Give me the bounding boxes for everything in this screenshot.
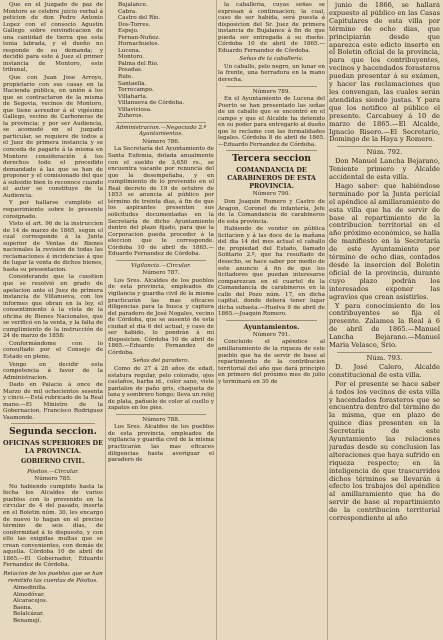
paragraph: junio de 1866, se hallará expuesto al público en las Casas Capitulares de esta villa por término de ocho dias, que principiarán desde que aparezca este edicto inserto en el Boletin oficial de la provincia, para que los contribuyentes, vecinos y hacendados forasteros puedan presentar á su exámen, y hacer las reclamaciones que les convengan, las cuales serán atendidas siendo justas. Y para que los notifico al público el presente. Carcabuey á 10 de marzo de 1865.—El Alcalde, Ignacio Risero.—El Secretario, Domingo de la Haya y Romero. — [329, 2, 440, 144]
list-item: Baena. — [13, 604, 33, 611]
list-item: Almodóvar. — [13, 591, 45, 598]
paragraph: Y por hallarse cumplido el requerimiento sobre lo presente consignado. — [3, 200, 103, 220]
paragraph: Que con Juan Jose Arroyo, propietario con sus casas en la Hacienda pública, en unión á los que se contractaron de la misma de Segovia, vecinos de Montoro, que tiene acreedor á el vigésimo Gallego, vecino de Carboneras de la provincia; y por ser Audiencia, se acomodó en el juzgado particular, se requiere de todos a el Juez de primera instancia y se conceda de pagarle á la misma en Montoro consideración á los derechos todo el procedido demandado á las que se han de proponer y el comisionado del que á subsidio bien lo reconoce cuando el autor se constituye de la Audiencia. — [3, 75, 103, 199]
list-item: Santaella. — [118, 80, 147, 87]
office-heading: GOBIERNO CIVIL. — [21, 458, 85, 466]
list-item: Almedinilla. — [13, 585, 47, 592]
notice-subject: Pósitos.—Circular. — [27, 468, 79, 475]
list-item: Espejo. — [118, 28, 139, 35]
column-3 — [218, 2, 325, 386]
notice-number: Núm. 792. — [366, 148, 403, 157]
list-item: Villanueva de Córdoba. — [118, 100, 185, 107]
divider — [337, 352, 432, 353]
list-item: Dos-Torres. — [118, 21, 151, 28]
paragraph: Por el presente se hace saber á todos los vecinos de esta villa y hacendados forasteros que se encuentra dentro del término de la misma, que en plazo de quince dias presenten en la Secretaría de este Ayuntamiento las relaciones juradas desde su conclusion las alteraciones que haya sufrido en riqueza respecto; en la inteligencia de que trascurridos dichos términos se llevarán á efecto los trabajos del apéndice al amillaramiento que ha de servir de base al repartimiento de la contribucion territorial correspondiente al año — [329, 379, 440, 523]
paragraph: Un caballo, pelo negro, un lunar en la frente, una herradura en la mano derecha. — [218, 63, 325, 84]
list-item: Torrecampo. — [118, 87, 154, 94]
list-item: Cabra. — [118, 8, 137, 15]
list-item: Posadas. — [118, 67, 143, 74]
list-item: Lucena. — [118, 47, 141, 54]
divider — [226, 320, 317, 321]
notice-number: Núm. 793. — [366, 353, 403, 362]
notice-number: Número 787. — [142, 270, 180, 277]
paragraph: No habiendo cumplido hasta la fecha los Alcaldes de varios pueblos con lo prevenido en la circular de 4 del pasado, inserta en el Boletin núm. 30, les encargo de nuevo lo hagan en el preciso término de seis dias, de conformidad á lo dispuesto, y con ello las exigidas multas que se crean convenientes, con demás de aquella. Córdoba 10 de abril de 1865.—El Gobernador, Eduardo Fernandez de Córdoba. — [3, 483, 103, 569]
list-heading: Relacion de los pueblos que se han remitido las cuentas de Pósitos. — [3, 570, 103, 584]
paragraph: Y para conocimiento de los contribuyentes se fija el presente. Zalamea la Real á 6 de abril de 1865.—Manuel Lancha Bejarano.—Manuel Maria Velasco, Srio. — [329, 301, 440, 350]
notice-number: Número 791. — [252, 331, 291, 338]
notice-number: Número 785. — [34, 476, 72, 483]
paragraph: Concluido el apéndice al amillaramiento de la riqueza de este pueblo que ha de servir de base al repartimiento de la contribucion territorial del año que dará principio en primero del próximo mes de julio y terminará en 30 de — [218, 339, 325, 385]
divider — [226, 150, 317, 151]
divider — [116, 122, 206, 123]
list-item: Montoro. — [118, 54, 145, 61]
paragraph: En el Ayuntamiento de Lucena del Puerto se han presentado las señas de un caballo que se encontró en el campo y que el Alcalde ha detenido en su poder para entregarlo al dueño que lo reclame con las formalidades legales. Córdoba 8 de abril de 1865.—Eduardo Fernandez de Córdoba. — [218, 96, 325, 148]
paragraph: Habiendo de vender en pública licitacion y á las doce de la mañana del dia 14 del mes actual el caballo de propiedad del Estado, llamado Solitario 2.º, que ha resultado de desecho, se hace saber por medio de este anuncio á fin de que los licitadores que puedan interesarse comparezcan en el cuartel de la Comandancia de carabineros en la calle del Pozo núm. 17, en dicha capital, donde deberá tener lugar dicha subasta.—Huelva 9 de abril de 1865.—Joaquin Romero. — [218, 226, 325, 318]
column-4 — [329, 2, 440, 524]
paragraph: Considerando que la cuestion que se resolvió en grado de apelacion ante el Juez de primera instancia de Villanueva, con los informes que obran en la ley, el consentimiento á la vista de la oficina de Bienes Nacionales, que se verificó en la venta, y la falta de cumplimiento de la instrucción de 24 de marzo de 1858: — [3, 274, 103, 340]
column-1 — [3, 2, 103, 624]
notice-subject: Vigilancia.—Circular. — [131, 262, 191, 269]
list-item: Belalcázar. — [13, 611, 44, 618]
list-item: Zuheros. — [118, 113, 144, 120]
section-heading: Tercera seccion — [232, 154, 311, 165]
divider — [116, 260, 206, 261]
paragraph: Conformándome con lo consultado por el Consejo de Estado en pleno, — [3, 340, 103, 360]
list-item: Bujalance. — [118, 2, 148, 8]
section-heading: Segunda seccion. — [9, 427, 97, 438]
list-item: Benamejí. — [13, 617, 42, 624]
list-item: Castro del Río. — [118, 15, 161, 22]
paragraph: Dado en Palacio á once de Marzo de mil ochocientos sesenta y cinco.—Está rubricado de la Real mano.—El Ministro de la Gobernacion, Francisco Rodriguez Vaamonde. — [3, 382, 103, 421]
section-subheading: COMANDANCIA DE CARABINEROS DE ESTA PROVINCIA. — [227, 166, 316, 191]
list-item: Villaharta. — [118, 93, 148, 100]
notice-subject: Administracion.—Negociado 2.º Ayuntamientos. — [115, 124, 207, 138]
divider — [116, 414, 206, 415]
paragraph: La Secretaría del Ayuntamiento de Santa Eufemia, dotada anualmente con el sueldo de 3,650 rs., se encuentra vacante por renuncia del que la desempeñaba, y en cumplimiento de lo prevenido en el Real decreto de 19 de octubre de 1853 se anuncia al público por término de treinta dias, á fin de que los aspirantes presenten sus solicitudes documentadas en la Secretaría de dicho Ayuntamiento dentro del plazo fijado, para que la Corporacion pueda proceder á la eleccion que le corresponde. Córdoba 10 de abril de 1865.—Eduardo Fernandez de Córdoba. — [108, 146, 214, 258]
list-item: Rute. — [118, 74, 134, 81]
column-2 — [108, 2, 214, 465]
list-item: Villaviciosa. — [118, 106, 152, 113]
divider — [226, 86, 317, 87]
paragraph: Hago saber: que habiéndose terminado por la Junta pericial el apéndice al amillaramiento de esta villa que ha de servir de base al repartimiento de la contribucion territorial en el año próximo económico, se halla de manifiesto en la Secretaría de este Ayuntamiento por término de ocho dias, contados desde la insercion del Boletin oficial de la provincia, durante cuyo plazo podrán los interesados exponer las agravios que crean asistirles. — [329, 181, 440, 301]
paragraph: Don Joaquin Romero y Castro de Aragon, Coronel de infantería, Jefe de la Comandancia de carabineros de esta provincia. — [218, 199, 325, 225]
town-list — [108, 2, 214, 120]
paragraph: Como de 27 á 28 años de edad, estatura regular, pelo colorado, ojos castaños, barba id., color sano, viste pantalon de paño gris, chaqueta de lana y sombrero hongo; lleva un reloj de plata, pañuelo de color al cuello y zapatos en los pies. — [108, 365, 214, 412]
paragraph: la caballería, cuyas señas se expresan á continuacion; la cual, caso de ser habida, será puesta á disposicion del Sr. Juez de primera instancia de Bujalance á fin de que pueda ser entregada á su dueño. Córdoba 10 de abril de 1865.—Eduardo Fernandez de Córdoba. — [218, 2, 325, 54]
column-rule — [105, 0, 106, 640]
divider — [337, 146, 432, 147]
section-subheading: OFICINAS SUPERIORES DE LA PROVINCIA. — [3, 439, 103, 456]
list-item: Hornachuelos. — [118, 41, 160, 48]
paragraph: Los Sres. Alcaldes de los pueblos de esta provincia, empleados de vigilancia y guardia civil de la misma practicarán las mas eficaces diligencias hasta averiguar el paradero de — [108, 424, 214, 464]
notice-subheading: Señas del paradero. — [132, 358, 190, 365]
column-rule — [216, 0, 217, 640]
list-item: Fernan-Nuñez. — [118, 34, 161, 41]
paragraph: D. José Calero, Alcalde constitucional de esta villa. — [329, 362, 440, 379]
town-list — [3, 585, 103, 624]
paragraph: Don Manuel Lancha Bejarano, Teniente primero y Alcalde accidental de esta villa. — [329, 157, 440, 182]
notice-number: Número 790. — [252, 191, 291, 198]
notice-number: Número 788. — [142, 416, 180, 423]
list-item: Palma del Río. — [118, 60, 159, 67]
notice-number: Número 786. — [142, 138, 180, 145]
paragraph: Los Sres. Alcaldes de los pueblos de esta provincia, empleados de vigilancia y guardia civil de la misma practicarán las mas eficaces diligencias para la busca y captura del paradero de José Nogales, vecino de Córdoba, que se ausentó de esta ciudad el dia 6 del actual, y caso de ser habido, lo pondrán á mi disposicion. Córdoba 10 de abril de 1865.—Eduardo Fernandez de Córdoba. — [108, 277, 214, 356]
divider — [11, 423, 95, 424]
paragraph: Visto el art. 96 de la instruccion de 14 de marzo de 1865, segun el cual corresponde á la Junta superior de Ventas de Bienes nacionales la revision de todas las reclamaciones é incidencias á que de lugar la venta de dichos bienes, hasta su presentacion. — [3, 221, 103, 273]
list-item: Alcaracejos. — [13, 598, 48, 605]
section-subheading: Ayuntamientos. — [243, 322, 300, 331]
column-rule — [327, 0, 328, 640]
notice-subheading: Señas de la caballería. — [239, 56, 304, 63]
notice-number: Número 789. — [252, 88, 291, 95]
paragraph: Que en el Juzgado de paz de Montoro se celebre juicio verbal á peticion de don Pedro Antonio Lopez con el consocio Agustin Gallego sobre reivindicacion de una cantidad de tierra que esta tenia labrada, y el dueño no responde de su demanda; y decidió para este á Juez el primer instancia de Montoro, este tribunal, — [3, 2, 103, 74]
paragraph: Vengo en decidir esta competencia á favor de la Administracion. — [3, 361, 103, 381]
